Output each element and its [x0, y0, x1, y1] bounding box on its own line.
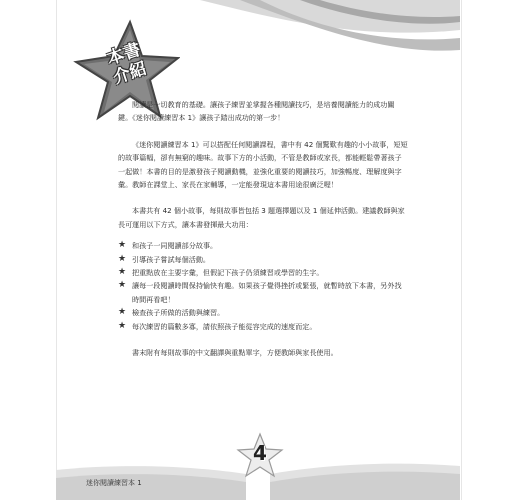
- list-item-text: 把重點放在主要字彙，但假記下孩子仍須練習或學習的生字。: [132, 268, 324, 278]
- badge-line-1: 本書: [104, 39, 144, 70]
- tips-list: [118, 239, 408, 333]
- list-item: [118, 266, 408, 279]
- list-item: [118, 320, 408, 333]
- star-bullet-icon: ★: [118, 280, 127, 291]
- list-item-text: 每次練習的篇數多寡，請依照孩子能從容完成的速度而定。: [132, 321, 317, 331]
- list-item: [118, 253, 408, 266]
- intro-paragraph-3: 本書共有 42 個小故事，每則故事皆包括 3 題選擇題以及 1 個延伸活動。建議教師與家長可運用以下方式，讓本書發揮最大功用：: [118, 206, 405, 229]
- page-number: 4: [253, 441, 267, 465]
- closing-paragraph: 書末附有每則故事的中文翻譯與重點單字，方便教師與家長使用。: [132, 348, 338, 358]
- footer-book-title: 迷你閱讀練習本 1: [86, 479, 142, 487]
- star-bullet-icon: ★: [118, 320, 127, 331]
- badge-line-2: 介紹: [110, 58, 150, 89]
- list-item-text: 檢查孩子所做的活動與練習。: [132, 308, 225, 318]
- star-bullet-icon: ★: [118, 267, 127, 278]
- intro-paragraph-1: 閱讀是一切教育的基礎。讓孩子練習並掌握各種閱讀技巧，是培養閱讀能力的成功關鍵。《迷你閱讀練習本 1》讓孩子踏出成功的第一步！: [118, 100, 395, 123]
- list-item: [118, 306, 408, 319]
- star-bullet-icon: ★: [118, 240, 127, 251]
- star-bullet-icon: ★: [118, 253, 127, 264]
- list-item-text: 引導孩子嘗試每個活動。: [132, 254, 211, 264]
- list-item-text: 和孩子一同閱讀部分故事。: [132, 241, 218, 251]
- list-item: [118, 279, 408, 306]
- star-bullet-icon: ★: [118, 307, 127, 318]
- list-item: [118, 239, 408, 252]
- intro-paragraph-2: 《迷你閱讀練習本 1》可以搭配任何閱讀課程，書中有 42 個驚歎有趣的小小故事，短短的故事篇幅，卻有無窮的趣味。故事下方的小活動，不管是教師或家長，都能輕鬆帶著孩子一起做！本書的目的是激發孩子閱讀動機，並強化重要的閱讀技巧，加強暢度、理解度與字彙。教師在課堂上、家長在家輔導，一定能發現這本書用途很廣泛喔！: [118, 139, 408, 190]
- intro-content: [118, 98, 408, 373]
- list-item-text: 讓每一段閱讀時間保持愉快有趣。如果孩子覺得挫折或緊張，就暫時放下本書，另外找時間再看吧！: [132, 281, 402, 304]
